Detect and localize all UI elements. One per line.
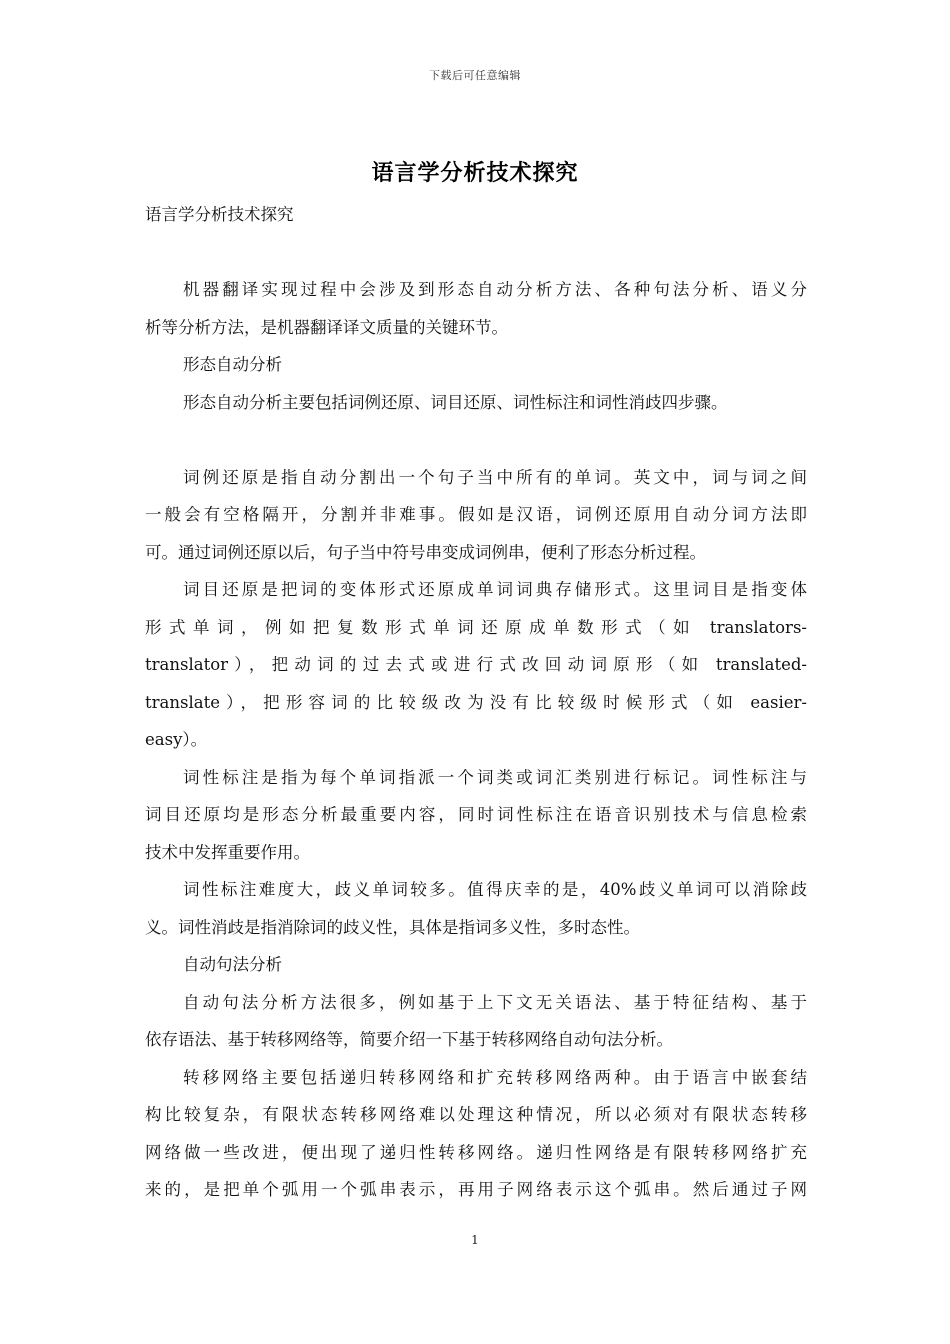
paragraph-line: 形式单词，例如把复数形式单词还原成单数形式（如 translators-: [145, 617, 807, 637]
paragraph-line: 构比较复杂，有限状态转移网络难以处理这种情况，所以必须对有限状态转移: [145, 1105, 807, 1124]
paragraph-line: 义。词性消歧是指消除词的歧义性，具体是指词多义性，多时态性。: [145, 917, 640, 937]
paragraph-line: 一般会有空格隔开，分割并非难事。假如是汉语，词例还原用自动分词方法即: [145, 505, 807, 524]
section-heading: 形态自动分析: [183, 355, 282, 374]
page-number: 1: [471, 1233, 479, 1247]
blank-line: [145, 421, 807, 459]
paragraph-line: 析等分析方法，是机器翻译译文质量的关键环节。: [145, 317, 508, 337]
section-heading: 自动句法分析: [183, 955, 282, 974]
paragraph-line: 自动句法分析方法很多，例如基于上下文无关语法、基于特征结构、基于: [183, 992, 807, 1012]
paragraph-line: 形态自动分析主要包括词例还原、词目还原、词性标注和词性消歧四步骤。: [183, 392, 728, 412]
paragraph-line: 词性标注难度大，歧义单词较多。值得庆幸的是，40%歧义单词可以消除歧: [183, 880, 807, 899]
paragraph-line: 词例还原是指自动分割出一个句子当中所有的单词。英文中，词与词之间: [183, 467, 807, 487]
paragraph-line: 来的，是把单个弧用一个弧串表示，再用子网络表示这个弧串。然后通过子网: [145, 1180, 807, 1199]
document-title: 语言学分析技术探究: [371, 160, 579, 186]
paragraph-line: 机器翻译实现过程中会涉及到形态自动分析方法、各种句法分析、语义分: [183, 280, 807, 299]
document-subtitle: 语言学分析技术探究: [145, 205, 294, 224]
blank-line: [145, 234, 807, 272]
paragraph-line: translate），把形容词的比较级改为没有比较级时候形式（如 easier-: [145, 692, 807, 712]
paragraph-line: easy）。: [145, 730, 208, 749]
document-body: [145, 196, 807, 1209]
paragraph-line: 转移网络主要包括递归转移网络和扩充转移网络两种。由于语言中嵌套结: [183, 1067, 807, 1087]
header-note: 下载后可任意编辑: [429, 69, 521, 82]
paragraph-line: translator），把动词的过去式或进行式改回动词原形（如 translated-: [145, 655, 807, 674]
paragraph-line: 技术中发挥重要作用。: [145, 842, 310, 862]
paragraph-line: 词目还原是把词的变体形式还原成单词词典存储形式。这里词目是指变体: [183, 580, 807, 599]
paragraph-line: 依存语法、基于转移网络等，简要介绍一下基于转移网络自动句法分析。: [145, 1030, 673, 1049]
paragraph-line: 词目还原均是形态分析最重要内容，同时词性标注在语音识别技术与信息检索: [145, 805, 807, 824]
paragraph-line: 可。通过词例还原以后，句子当中符号串变成词例串，便利了形态分析过程。: [145, 542, 706, 562]
paragraph-line: 网络做一些改进，便出现了递归性转移网络。递归性网络是有限转移网络扩充: [145, 1142, 807, 1162]
paragraph-line: 词性标注是指为每个单词指派一个词类或词汇类别进行标记。词性标注与: [183, 767, 807, 787]
